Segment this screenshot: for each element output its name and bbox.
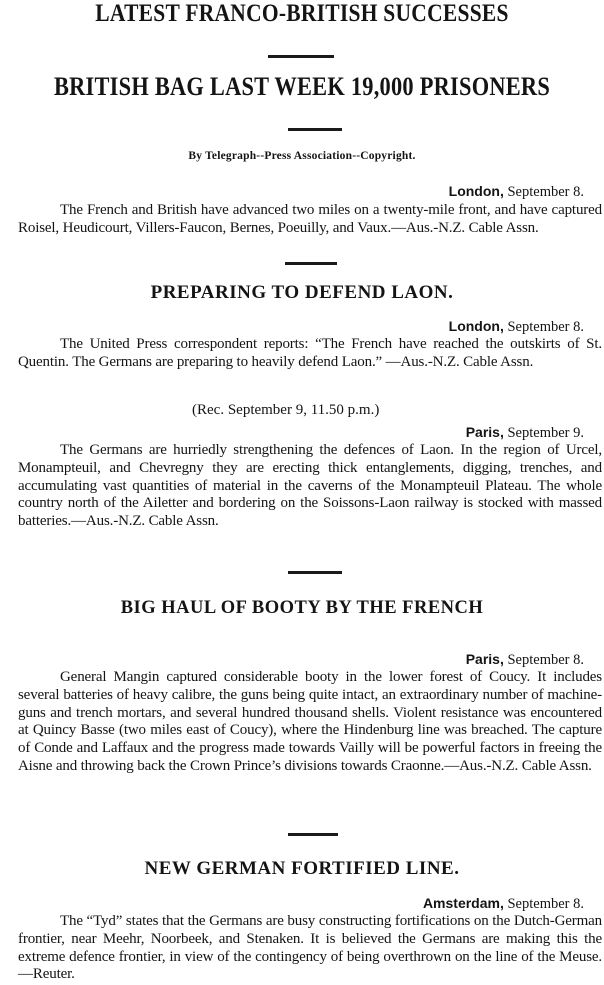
divider-rule: [288, 833, 338, 836]
section-heading: BIG HAUL OF BOOTY BY THE FRENCH: [120, 598, 484, 618]
dispatch-text: The “Tyd” states that the Germans are busy constructing fortifications on the Dutch-German frontier, near Meehr, Noorbeek, and Stenaken. It is believed the Germans are making this the extreme defence frontier, in view of the contingency of being overthrown on the line of the Meuse.—Reuter.: [18, 913, 602, 983]
dateline: [449, 318, 584, 336]
section-heading: PREPARING TO DEFEND LAON.: [150, 282, 454, 303]
headline: LATEST FRANCO-BRITISH SUCCESSES: [95, 0, 509, 27]
dateline-city: London,: [448, 183, 504, 199]
dateline-city: Paris,: [465, 424, 504, 440]
dispatch-text: The United Press correspondent reports: “The French have reached the outskirts of St. Quentin. The Germans are preparing to heavily defend Laon.” —Aus.-N.Z. Cable Assn.: [18, 336, 602, 370]
dateline-date: September 8.: [507, 652, 584, 668]
divider-rule: [285, 262, 337, 265]
dateline-city: Amsterdam,: [422, 895, 504, 911]
dateline: [466, 651, 584, 669]
divider-rule: [268, 55, 334, 58]
divider-rule: [288, 128, 342, 131]
dispatch-text: General Mangin captured considerable booty in the lower forest of Coucy. It includes several batteries of heavy calibre, the guns being quite intact, an extraordinary number of machine-guns and trench mortars, and several hundred thousand shells. Violent resistance was encountered at Quincy Basse (two miles east of Coucy), where the Hindenburg line was breached. The capture of Conde and Laffaux and the progress made towards Vailly will be powerful factors in freeing the Aisne and throwing back the Crown Prince’s divisions towards Craonne.—Aus.-N.Z. Cable Assn.: [18, 669, 602, 774]
dateline-city: London,: [448, 318, 504, 334]
dispatch-text: The Germans are hurriedly strengthening the defences of Laon. In the region of Urcel, Monampteuil, and Chevregny they are erecting thick entanglements, digging, trenches, and accumulating vast quantities of material in the caverns of the Monampteuil Plateau. The whole country north of the Ailetter and bordering on the Soissons-Laon railway is stocked with massed batteries.—Aus.-N.Z. Cable Assn.: [18, 442, 602, 530]
dateline-date: September 8.: [507, 184, 584, 200]
received-time: (Rec. September 9, 11.50 p.m.): [192, 402, 380, 418]
dateline: [466, 424, 584, 442]
dispatch-text: The French and British have advanced two miles on a twenty-mile front, and have captured Roisel, Heudicourt, Villers-Faucon, Bernes, Poeuilly, and Vaux.—Aus.-N.Z. Cable Assn.: [18, 202, 602, 236]
section-heading: NEW GERMAN FORTIFIED LINE.: [144, 858, 460, 879]
byline: By Telegraph--Press Association--Copyright.: [188, 150, 416, 162]
dateline-date: September 8.: [507, 896, 584, 912]
dateline-date: September 8.: [507, 319, 584, 335]
dateline: [423, 895, 584, 913]
divider-rule: [288, 571, 342, 574]
dateline: [449, 183, 584, 201]
dateline-city: Paris,: [465, 651, 504, 667]
dateline-date: September 9.: [507, 425, 584, 441]
subheadline: BRITISH BAG LAST WEEK 19,000 PRISONERS: [53, 72, 551, 101]
